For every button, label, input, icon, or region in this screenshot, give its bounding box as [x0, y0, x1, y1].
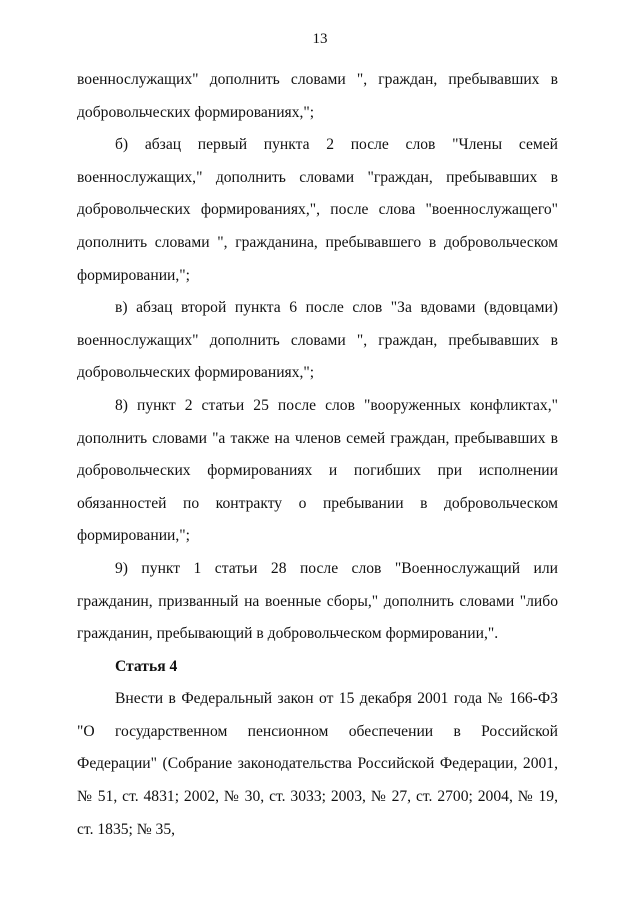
paragraph-subitem-v: в) абзац второй пункта 6 после слов "За вдовами (вдовцами) военнослужащих" дополнить словами ", граждан, пребывавших в добровольческих формированиях,"; [77, 299, 558, 382]
paragraph-item-9: 9) пункт 1 статьи 28 после слов "Военнослужащий или гражданин, призванный на военные сборы," дополнить словами "либо гражданин, пребывающий в добровольческом формировании,". [77, 559, 558, 643]
paragraph-continuation: военнослужащих" дополнить словами ", граждан, пребывавших в добровольческих формированиях,"; [77, 71, 558, 121]
paragraph-item-8: 8) пункт 2 статьи 25 после слов "вооруженных конфликтах," дополнить словами "а также на членов семей граждан, пребывавших в добровольческих формированиях и погибших при исполнении обязанностей по контракту о пребывании в добровольческом формировании,"; [77, 396, 558, 545]
paragraph-article-4: Внести в Федеральный закон от 15 декабря 2001 года № 166-ФЗ "О государственном пенсионном обеспечении в Российской Федерации" (Собрание законодательства Российской Федерации, 2001, № 51, ст. 4831; 2002, № 30, ст. 3033; 2003, № 27, ст. 2700; 2004, № 19, ст. 1835; № 35, [77, 690, 558, 838]
document-body [77, 64, 558, 846]
paragraph-subitem-b: б) абзац первый пункта 2 после слов "Члены семей военнослужащих," дополнить словами "граждан, пребывавших в добровольческих формированиях,", после слова "военнослужащего" дополнить словами ", гражданина, пребывавшего в добровольческом формировании,"; [77, 136, 558, 284]
article-heading: Статья 4 [115, 657, 178, 675]
page-number: 13 [312, 31, 328, 47]
